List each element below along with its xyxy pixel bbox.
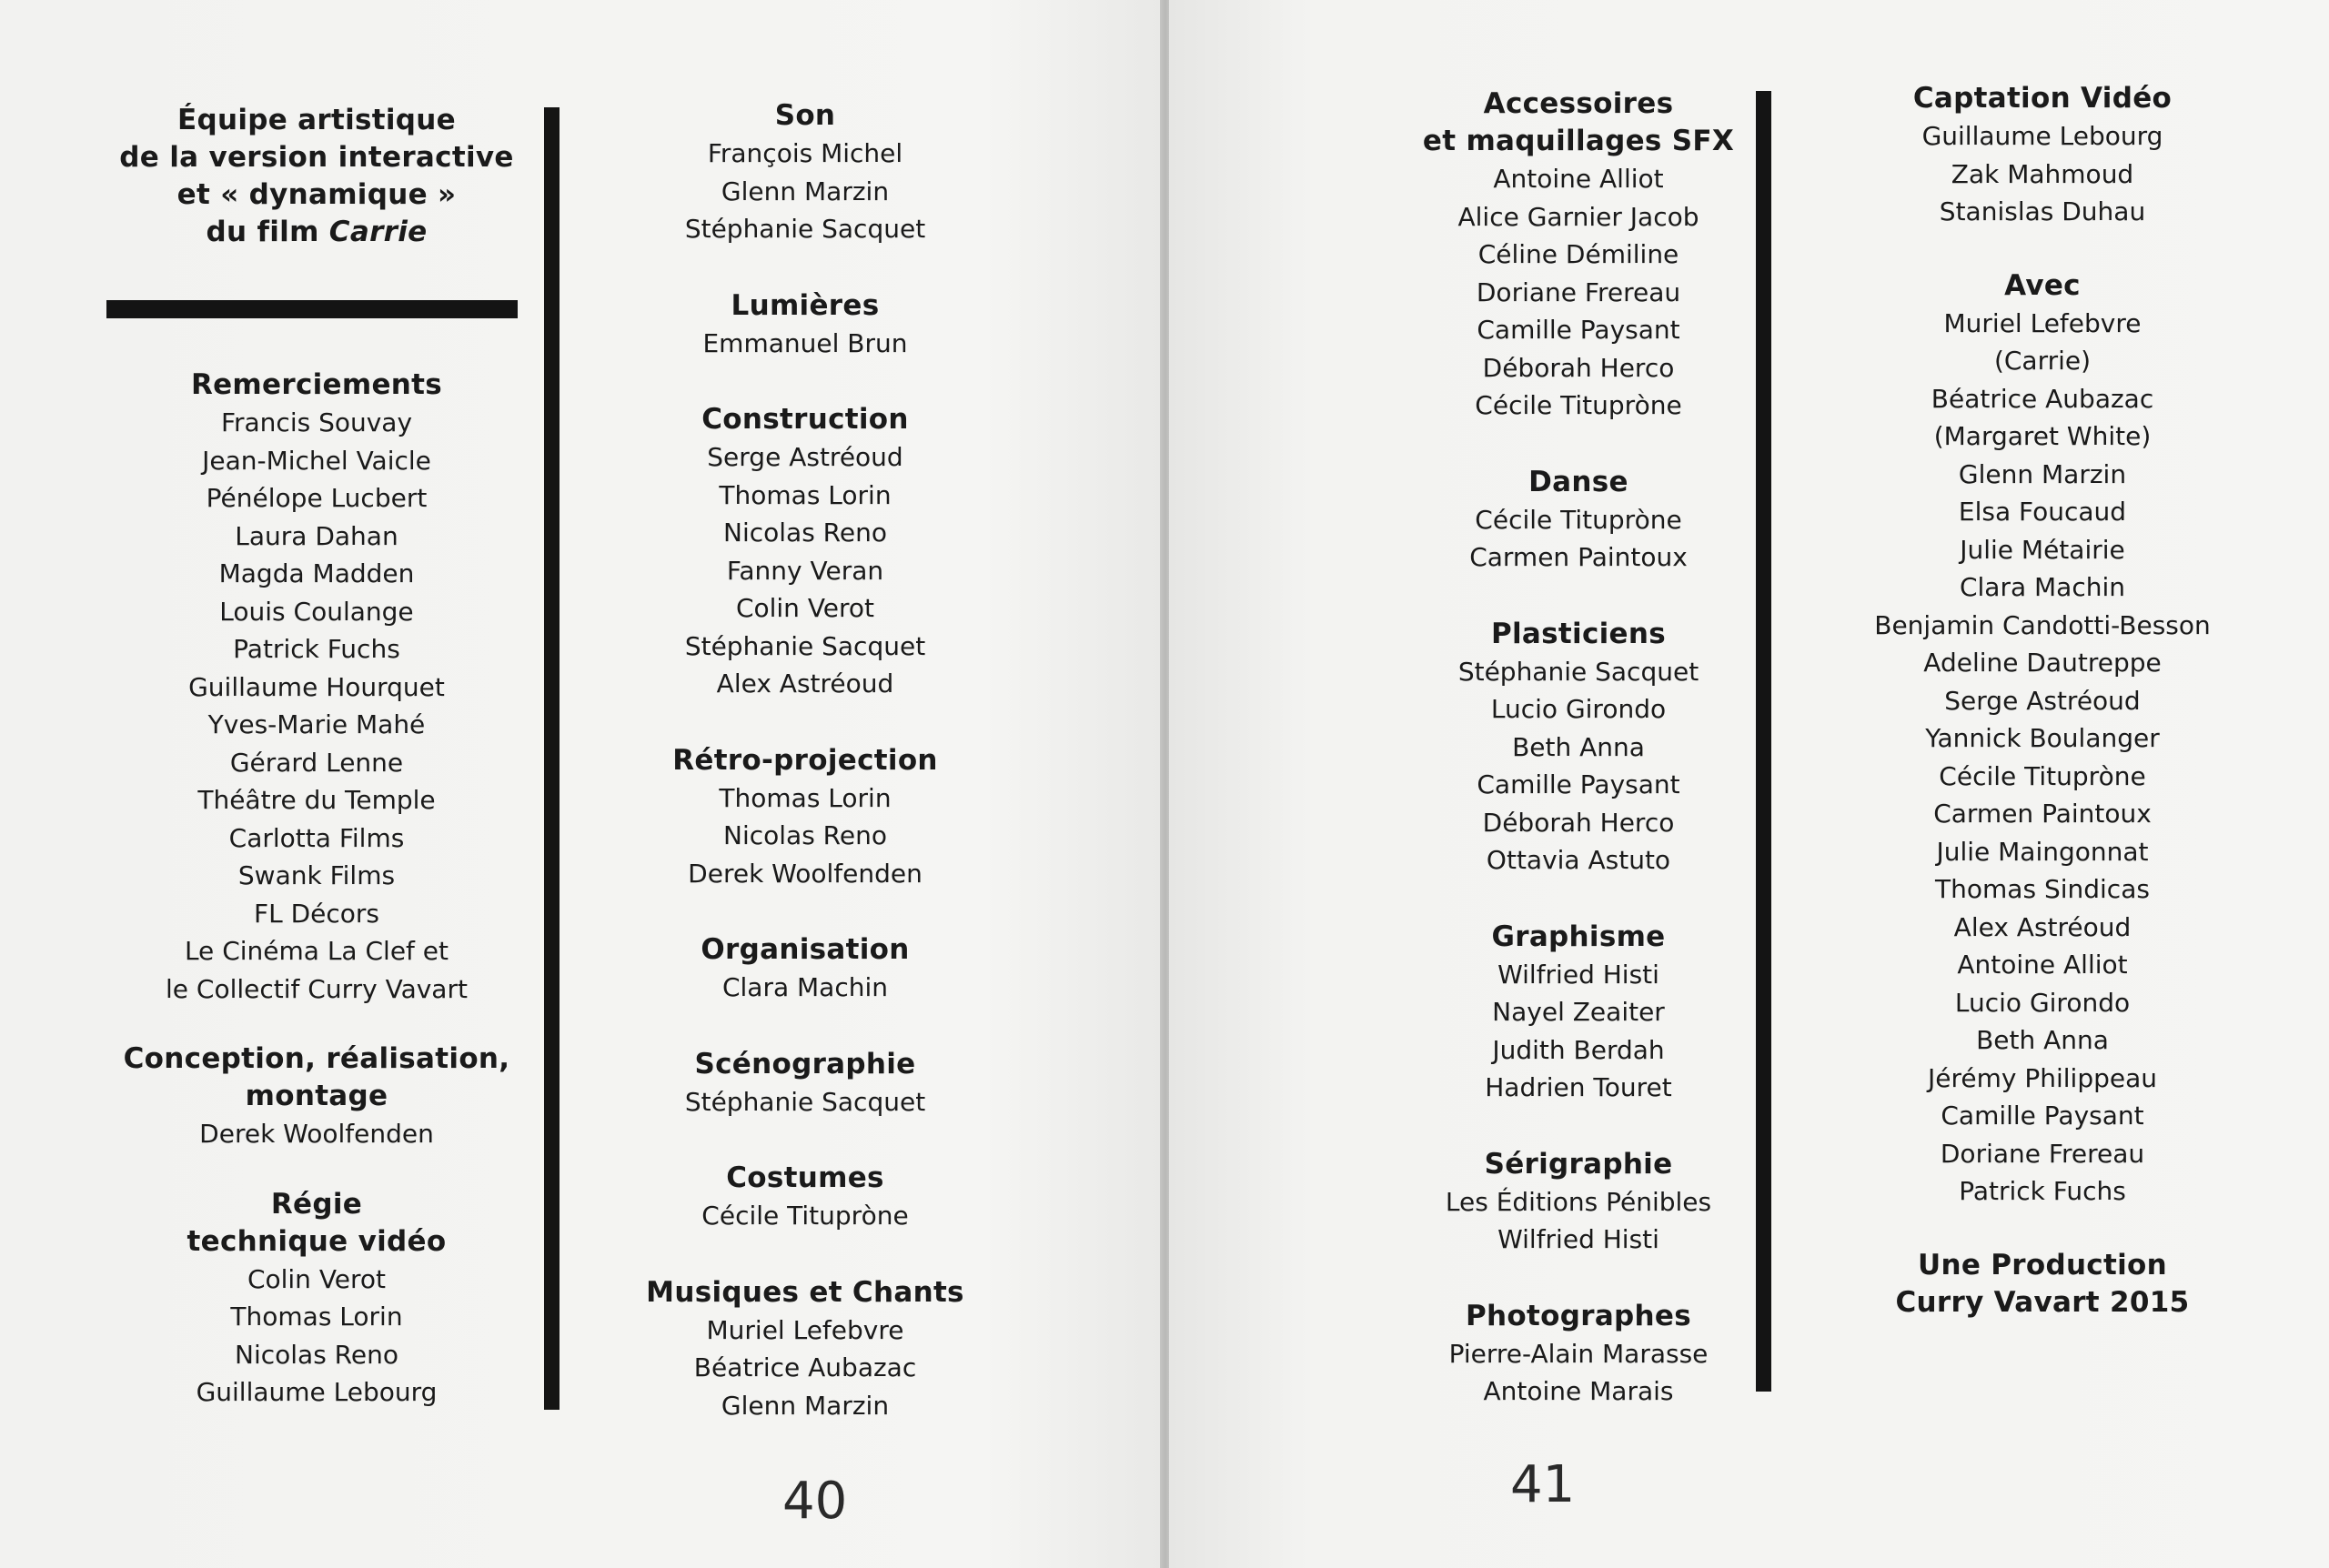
credit-name: Alex Astréoud xyxy=(1953,911,2132,942)
credit-name: Lucio Girondo xyxy=(1490,694,1667,724)
credit-name: Francis Souvay xyxy=(220,407,413,437)
organisation-heading: Organisation xyxy=(701,933,910,966)
credit-name: Les Éditions Pénibles xyxy=(1445,1186,1712,1217)
credit-name: Camille Paysant xyxy=(1477,315,1680,345)
une-production-heading: Une Production xyxy=(1917,1248,2167,1282)
credit-name: Lucio Girondo xyxy=(1954,987,2131,1018)
credit-name: François Michel xyxy=(707,138,903,168)
credit-name: Thomas Lorin xyxy=(719,782,892,813)
credit-name: Pénélope Lucbert xyxy=(206,483,428,513)
credit-name: Antoine Alliot xyxy=(1493,164,1664,194)
retro-projection-heading: Rétro-projection xyxy=(672,743,938,777)
credit-name: Serge Astréoud xyxy=(707,442,903,472)
credit-name: FL Décors xyxy=(253,898,379,929)
conception-heading-line-2: montage xyxy=(245,1080,388,1112)
credit-name: Carlotta Films xyxy=(228,822,405,853)
remerciements-heading: Remerciements xyxy=(190,368,443,401)
credit-name: Wilfried Histi xyxy=(1497,959,1659,990)
regie-list xyxy=(197,1261,438,1412)
credit-name: Alice Garnier Jacob xyxy=(1457,201,1699,232)
vertical-rule xyxy=(1756,91,1771,1392)
credits-column-2 xyxy=(596,97,1014,1424)
credit-name: Cécile Titupròne xyxy=(1475,390,1682,420)
credit-name: Cécile Titupròne xyxy=(1475,504,1682,535)
photographes-heading: Photographes xyxy=(1466,1299,1691,1332)
credit-name: Adeline Dautreppe xyxy=(1923,648,2162,678)
credit-name: Cécile Titupròne xyxy=(1939,760,2146,791)
credit-name: Magda Madden xyxy=(218,558,415,588)
remerciements-list xyxy=(166,404,468,1008)
credit-name: Carmen Paintoux xyxy=(1933,799,2152,829)
credit-name: Nayel Zeaiter xyxy=(1492,997,1665,1027)
credit-name: Serge Astréoud xyxy=(1944,685,2141,716)
credit-name: Derek Woolfenden xyxy=(199,1119,434,1149)
credit-name: Glenn Marzin xyxy=(721,176,890,206)
credit-name: Stéphanie Sacquet xyxy=(684,630,926,661)
credit-name: Beth Anna xyxy=(1512,731,1645,762)
credit-name: Muriel Lefebvre xyxy=(1943,307,2142,338)
credit-name: Carmen Paintoux xyxy=(1469,542,1688,572)
intro-line-2: de la version interactive xyxy=(119,141,514,174)
credit-name: Stéphanie Sacquet xyxy=(1457,656,1699,687)
credit-name: Jérémy Philippeau xyxy=(1928,1062,2157,1093)
lumieres-heading: Lumières xyxy=(731,288,880,322)
credit-name: Déborah Herco xyxy=(1482,352,1675,383)
credit-name: Béatrice Aubazac xyxy=(693,1352,917,1382)
regie-heading-line-1: Régie xyxy=(270,1187,363,1221)
credit-name: Glenn Marzin xyxy=(721,1390,890,1421)
credit-name: Thomas Lorin xyxy=(719,479,892,510)
credit-name: Alex Astréoud xyxy=(716,668,894,699)
intro-line-3: et « dynamique » xyxy=(176,178,457,211)
credit-name: (Margaret White) xyxy=(1933,421,2152,451)
credit-name: Fanny Veran xyxy=(726,555,884,586)
plasticiens-heading: Plasticiens xyxy=(1490,617,1666,650)
son-heading: Son xyxy=(774,99,836,132)
credit-name: Antoine Marais xyxy=(1483,1376,1674,1406)
credit-name: Hadrien Touret xyxy=(1485,1072,1672,1102)
graphisme-heading: Graphisme xyxy=(1491,920,1666,953)
credit-name: Muriel Lefebvre xyxy=(706,1314,904,1345)
credit-name: Nicolas Reno xyxy=(723,518,887,548)
credit-name: Clara Machin xyxy=(721,972,889,1002)
credit-name: Yannick Boulanger xyxy=(1925,723,2160,753)
credit-name: le Collectif Curry Vavart xyxy=(166,973,468,1004)
construction-heading: Construction xyxy=(701,403,909,436)
credit-name: Colin Verot xyxy=(247,1263,387,1294)
costumes-heading: Costumes xyxy=(726,1161,884,1194)
credit-name: Beth Anna xyxy=(1976,1025,2109,1055)
credit-name: Emmanuel Brun xyxy=(702,327,908,358)
conception-heading-line-1: Conception, réalisation, xyxy=(123,1042,510,1075)
credits-column-1 xyxy=(107,102,526,251)
credit-name: Antoine Alliot xyxy=(1957,950,2128,980)
credit-name: Julie Métairie xyxy=(1960,534,2125,565)
credit-name: Céline Démiline xyxy=(1477,239,1679,269)
credit-name: Stéphanie Sacquet xyxy=(684,214,926,244)
credit-name: Camille Paysant xyxy=(1477,769,1680,799)
credit-name: Guillaume Hourquet xyxy=(188,671,445,702)
credit-name: Théâtre du Temple xyxy=(197,785,436,815)
credit-name: Gérard Lenne xyxy=(229,747,404,778)
intro-line-4 xyxy=(207,214,428,251)
credit-name: Zak Mahmoud xyxy=(1951,158,2134,189)
credit-name: Thomas Sindicas xyxy=(1935,874,2150,904)
credit-name: Derek Woolfenden xyxy=(688,858,923,889)
credit-name: Jean-Michel Vaicle xyxy=(202,445,431,476)
credit-name: Yves-Marie Mahé xyxy=(207,709,426,739)
credit-name: Glenn Marzin xyxy=(1958,458,2127,489)
credit-name: Doriane Frereau xyxy=(1476,276,1681,307)
credit-name: Benjamin Candotti-Besson xyxy=(1874,609,2211,640)
credit-name: Thomas Lorin xyxy=(230,1302,403,1332)
credit-name: Patrick Fuchs xyxy=(233,634,400,664)
credit-name: Guillaume Lebourg xyxy=(1921,121,2163,151)
credit-name: Guillaume Lebourg xyxy=(196,1377,438,1407)
accessoires-heading: Accessoires xyxy=(1483,87,1674,120)
musiques-et-chants-heading: Musiques et Chants xyxy=(646,1275,964,1309)
scenographie-heading: Scénographie xyxy=(694,1047,916,1081)
credit-name: Clara Machin xyxy=(1959,572,2126,602)
credit-name: Doriane Frereau xyxy=(1940,1138,2145,1169)
credits-column-3 xyxy=(1369,85,1788,1411)
credit-name: Le Cinéma La Clef et xyxy=(184,936,449,966)
intro-film-prefix: du film xyxy=(206,216,329,248)
film-title: Carrie xyxy=(328,216,428,248)
credit-name: Nicolas Reno xyxy=(235,1339,398,1370)
credit-name: Elsa Foucaud xyxy=(1958,497,2127,527)
credits-column-4 xyxy=(1815,80,2270,1322)
credit-name: Nicolas Reno xyxy=(723,820,887,850)
credits-column-1-lower xyxy=(107,367,526,1412)
credit-name: Louis Coulange xyxy=(219,596,414,627)
credit-name: Camille Paysant xyxy=(1941,1101,2144,1131)
horizontal-rule xyxy=(106,300,518,318)
une-production-heading: Curry Vavart 2015 xyxy=(1895,1285,2190,1319)
credit-name: Wilfried Histi xyxy=(1497,1224,1659,1254)
captation-video-heading: Captation Vidéo xyxy=(1912,82,2173,115)
avec-heading: Avec xyxy=(2004,268,2081,302)
conception-list xyxy=(199,1115,434,1153)
credit-name: Cécile Titupròne xyxy=(701,1201,909,1231)
accessoires-heading: et maquillages SFX xyxy=(1422,125,1735,157)
credit-name: Béatrice Aubazac xyxy=(1931,383,2154,414)
credit-name: Pierre-Alain Marasse xyxy=(1448,1338,1709,1369)
credit-name: Stéphanie Sacquet xyxy=(684,1086,926,1117)
credit-name: Laura Dahan xyxy=(235,520,398,551)
credit-name: Ottavia Astuto xyxy=(1486,845,1671,875)
page-40 xyxy=(0,0,1160,1568)
vertical-rule xyxy=(544,107,560,1410)
credit-name: Déborah Herco xyxy=(1482,807,1675,838)
danse-heading: Danse xyxy=(1528,465,1628,498)
credit-name: Swank Films xyxy=(237,860,396,890)
regie-heading-line-2: technique vidéo xyxy=(187,1224,447,1258)
page-number: 41 xyxy=(1510,1455,1576,1514)
intro-line-1: Équipe artistique xyxy=(176,104,456,136)
credit-name: Colin Verot xyxy=(735,593,875,623)
page-41 xyxy=(1169,0,2329,1568)
credit-name: Stanislas Duhau xyxy=(1939,196,2146,226)
credit-name: Patrick Fuchs xyxy=(1959,1176,2126,1206)
credit-name: Judith Berdah xyxy=(1492,1034,1665,1065)
page-number: 40 xyxy=(782,1472,848,1531)
serigraphie-heading: Sérigraphie xyxy=(1484,1147,1673,1181)
credit-name: (Carrie) xyxy=(1993,346,2092,376)
credit-name: Julie Maingonnat xyxy=(1936,836,2149,867)
